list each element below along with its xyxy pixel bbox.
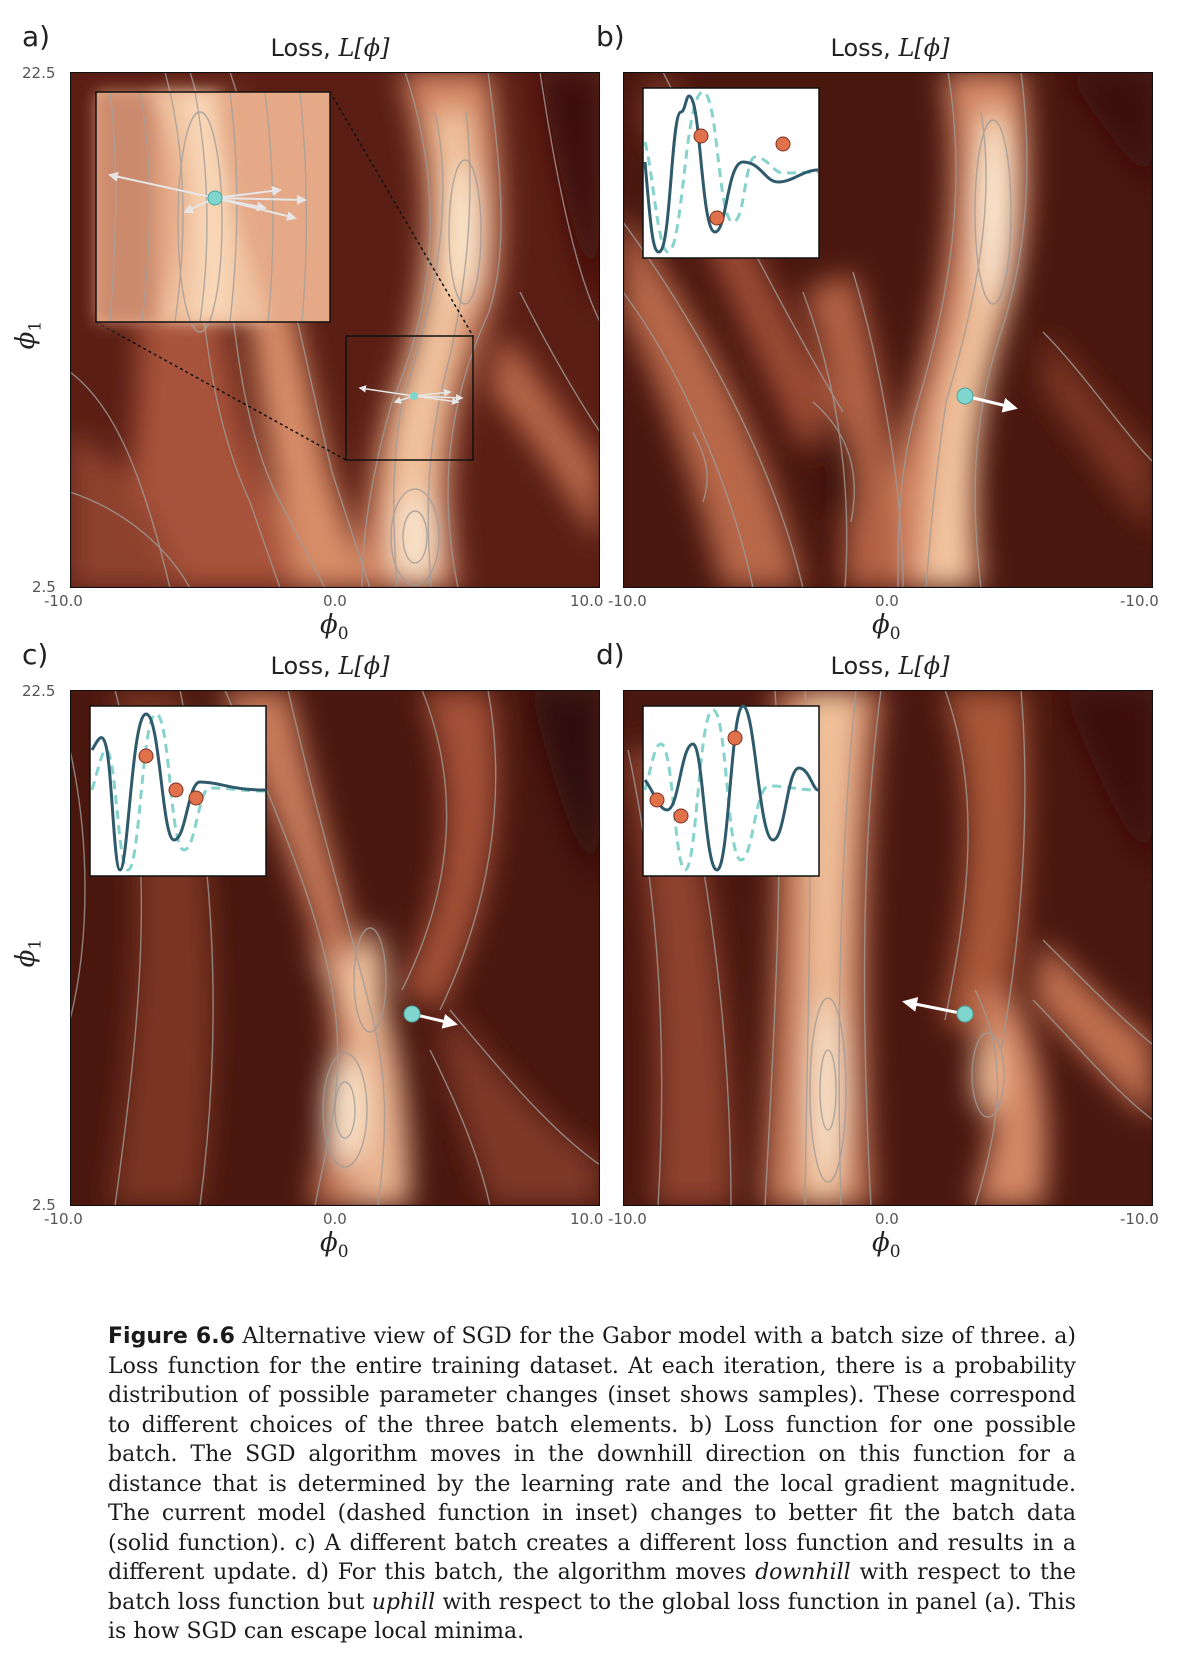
panel-a-title [180, 34, 480, 62]
panel-c-ylabel-sub: 1 [25, 938, 46, 950]
panel-d-title [740, 652, 1040, 680]
panel-c-batch-point [189, 791, 203, 805]
panel-c-batch-point [139, 749, 153, 763]
panel-c-xtick-mid: 0.0 [323, 1210, 347, 1228]
panel-d-xtick-left: -10.0 [608, 1210, 647, 1228]
panel-b-xlabel-sub: 0 [889, 624, 901, 645]
panel-c-ytick-top: 22.5 [22, 682, 56, 700]
panel-c-xlabel-sub: 0 [337, 1242, 349, 1263]
panel-a-ytick-bottom: 2.5 [32, 578, 56, 596]
panel-c-loss-plot [70, 690, 600, 1206]
panel-c-batch-point [169, 783, 183, 797]
panel-c-title-prefix: Loss, [270, 652, 339, 680]
panel-a-ylabel-sub: 1 [25, 320, 46, 332]
panel-c-xlabel-symbol: ϕ [320, 1228, 338, 1258]
caption-text: Alternative view of SGD for the Gabor model with a batch size of three. a) Loss function for the entire training dataset. At each iteration, there is a probability distribution of possible parameter changes (inset shows samples). These correspond to different choices of the three batch elements. b) Loss function for one possible batch. The SGD algorithm moves in the downhill direction on this function for a distance that is determined by the learning rate and the local gradient magnitude. The current model (dashed function in inset) changes to better fit the batch data (solid function). c) A different batch creates a different loss function and results in a different update. d) For this batch, the algorithm moves [108, 1324, 1076, 1585]
panel-d-batch-point [650, 793, 664, 807]
panel-d-xlabel [872, 1228, 901, 1262]
panel-a-ylabel [11, 321, 45, 350]
panel-d-letter: d) [596, 638, 625, 671]
panel-a-title-math: L[ϕ] [338, 34, 390, 62]
panel-d-current-point [957, 1006, 973, 1022]
panel-d-batch-point [674, 809, 688, 823]
panel-c-ylabel [11, 939, 45, 968]
panel-b-model-inset [643, 88, 819, 258]
panel-d-xlabel-symbol: ϕ [872, 1228, 890, 1258]
panel-d-xtick-mid: 0.0 [875, 1210, 899, 1228]
panel-d-title-math: L[ϕ] [898, 652, 950, 680]
panel-a-xlabel [320, 610, 349, 644]
panel-b-batch-point [694, 129, 708, 143]
panel-c-ylabel-symbol: ϕ [11, 949, 42, 968]
caption-text-3: with respect to the global loss function in panel (a). This is how SGD can escape local minima. [108, 1589, 1076, 1644]
panel-c-xtick-left: -10.0 [44, 1210, 83, 1228]
caption-label: Figure 6.6 [108, 1324, 235, 1349]
panel-b-batch-point [776, 137, 790, 151]
panel-a-current-point [208, 191, 222, 205]
panel-a-zoom-inset [96, 92, 330, 332]
panel-c-model-inset [90, 706, 266, 876]
panel-a-xtick-left: -10.0 [44, 592, 83, 610]
panel-b-letter: b) [596, 20, 625, 53]
panel-a-xtick-right: 10.0 [570, 592, 604, 610]
panel-d-batch-point [728, 731, 742, 745]
panel-a-ytick-top: 22.5 [22, 64, 56, 82]
caption-emphasis-uphill: uphill [371, 1589, 436, 1615]
panel-c-title [180, 652, 480, 680]
panel-a-title-prefix: Loss, [270, 34, 339, 62]
panel-b-title [740, 34, 1040, 62]
panel-b-loss-plot [623, 72, 1153, 588]
panel-a-xlabel-sub: 0 [337, 624, 349, 645]
panel-a-xlabel-symbol: ϕ [320, 610, 338, 640]
panel-b-xtick-left: -10.0 [608, 592, 647, 610]
panel-a-ylabel-symbol: ϕ [11, 331, 42, 350]
panel-d-xtick-right: -10.0 [1120, 1210, 1159, 1228]
panel-a-loss-plot [70, 72, 600, 588]
panel-d-xlabel-sub: 0 [889, 1242, 901, 1263]
panel-c-letter: c) [22, 638, 49, 671]
panel-c-xtick-right: 10.0 [570, 1210, 604, 1228]
panel-b-xtick-mid: 0.0 [875, 592, 899, 610]
panel-d-title-prefix: Loss, [830, 652, 899, 680]
panel-b-title-prefix: Loss, [830, 34, 899, 62]
panel-c-xlabel [320, 1228, 349, 1262]
caption-text-2: with respect to the batch loss function but [108, 1560, 1077, 1615]
figure-caption [108, 1322, 1076, 1647]
panel-a-current-point-small [410, 392, 418, 400]
caption-emphasis-downhill: downhill [755, 1560, 851, 1585]
panel-d-loss-plot [623, 690, 1153, 1206]
panel-b-xtick-right: -10.0 [1120, 592, 1159, 610]
panel-c-title-math: L[ϕ] [338, 652, 390, 680]
panel-b-current-point [957, 388, 973, 404]
panel-b-batch-point [710, 211, 724, 225]
panel-a-letter: a) [22, 20, 51, 53]
panel-a-xtick-mid: 0.0 [323, 592, 347, 610]
panel-b-xlabel-symbol: ϕ [872, 610, 890, 640]
panel-b-xlabel [872, 610, 901, 644]
panel-b-title-math: L[ϕ] [898, 34, 950, 62]
panel-d-model-inset [643, 706, 819, 876]
panel-c-current-point [404, 1006, 420, 1022]
panel-c-ytick-bottom: 2.5 [32, 1196, 56, 1214]
